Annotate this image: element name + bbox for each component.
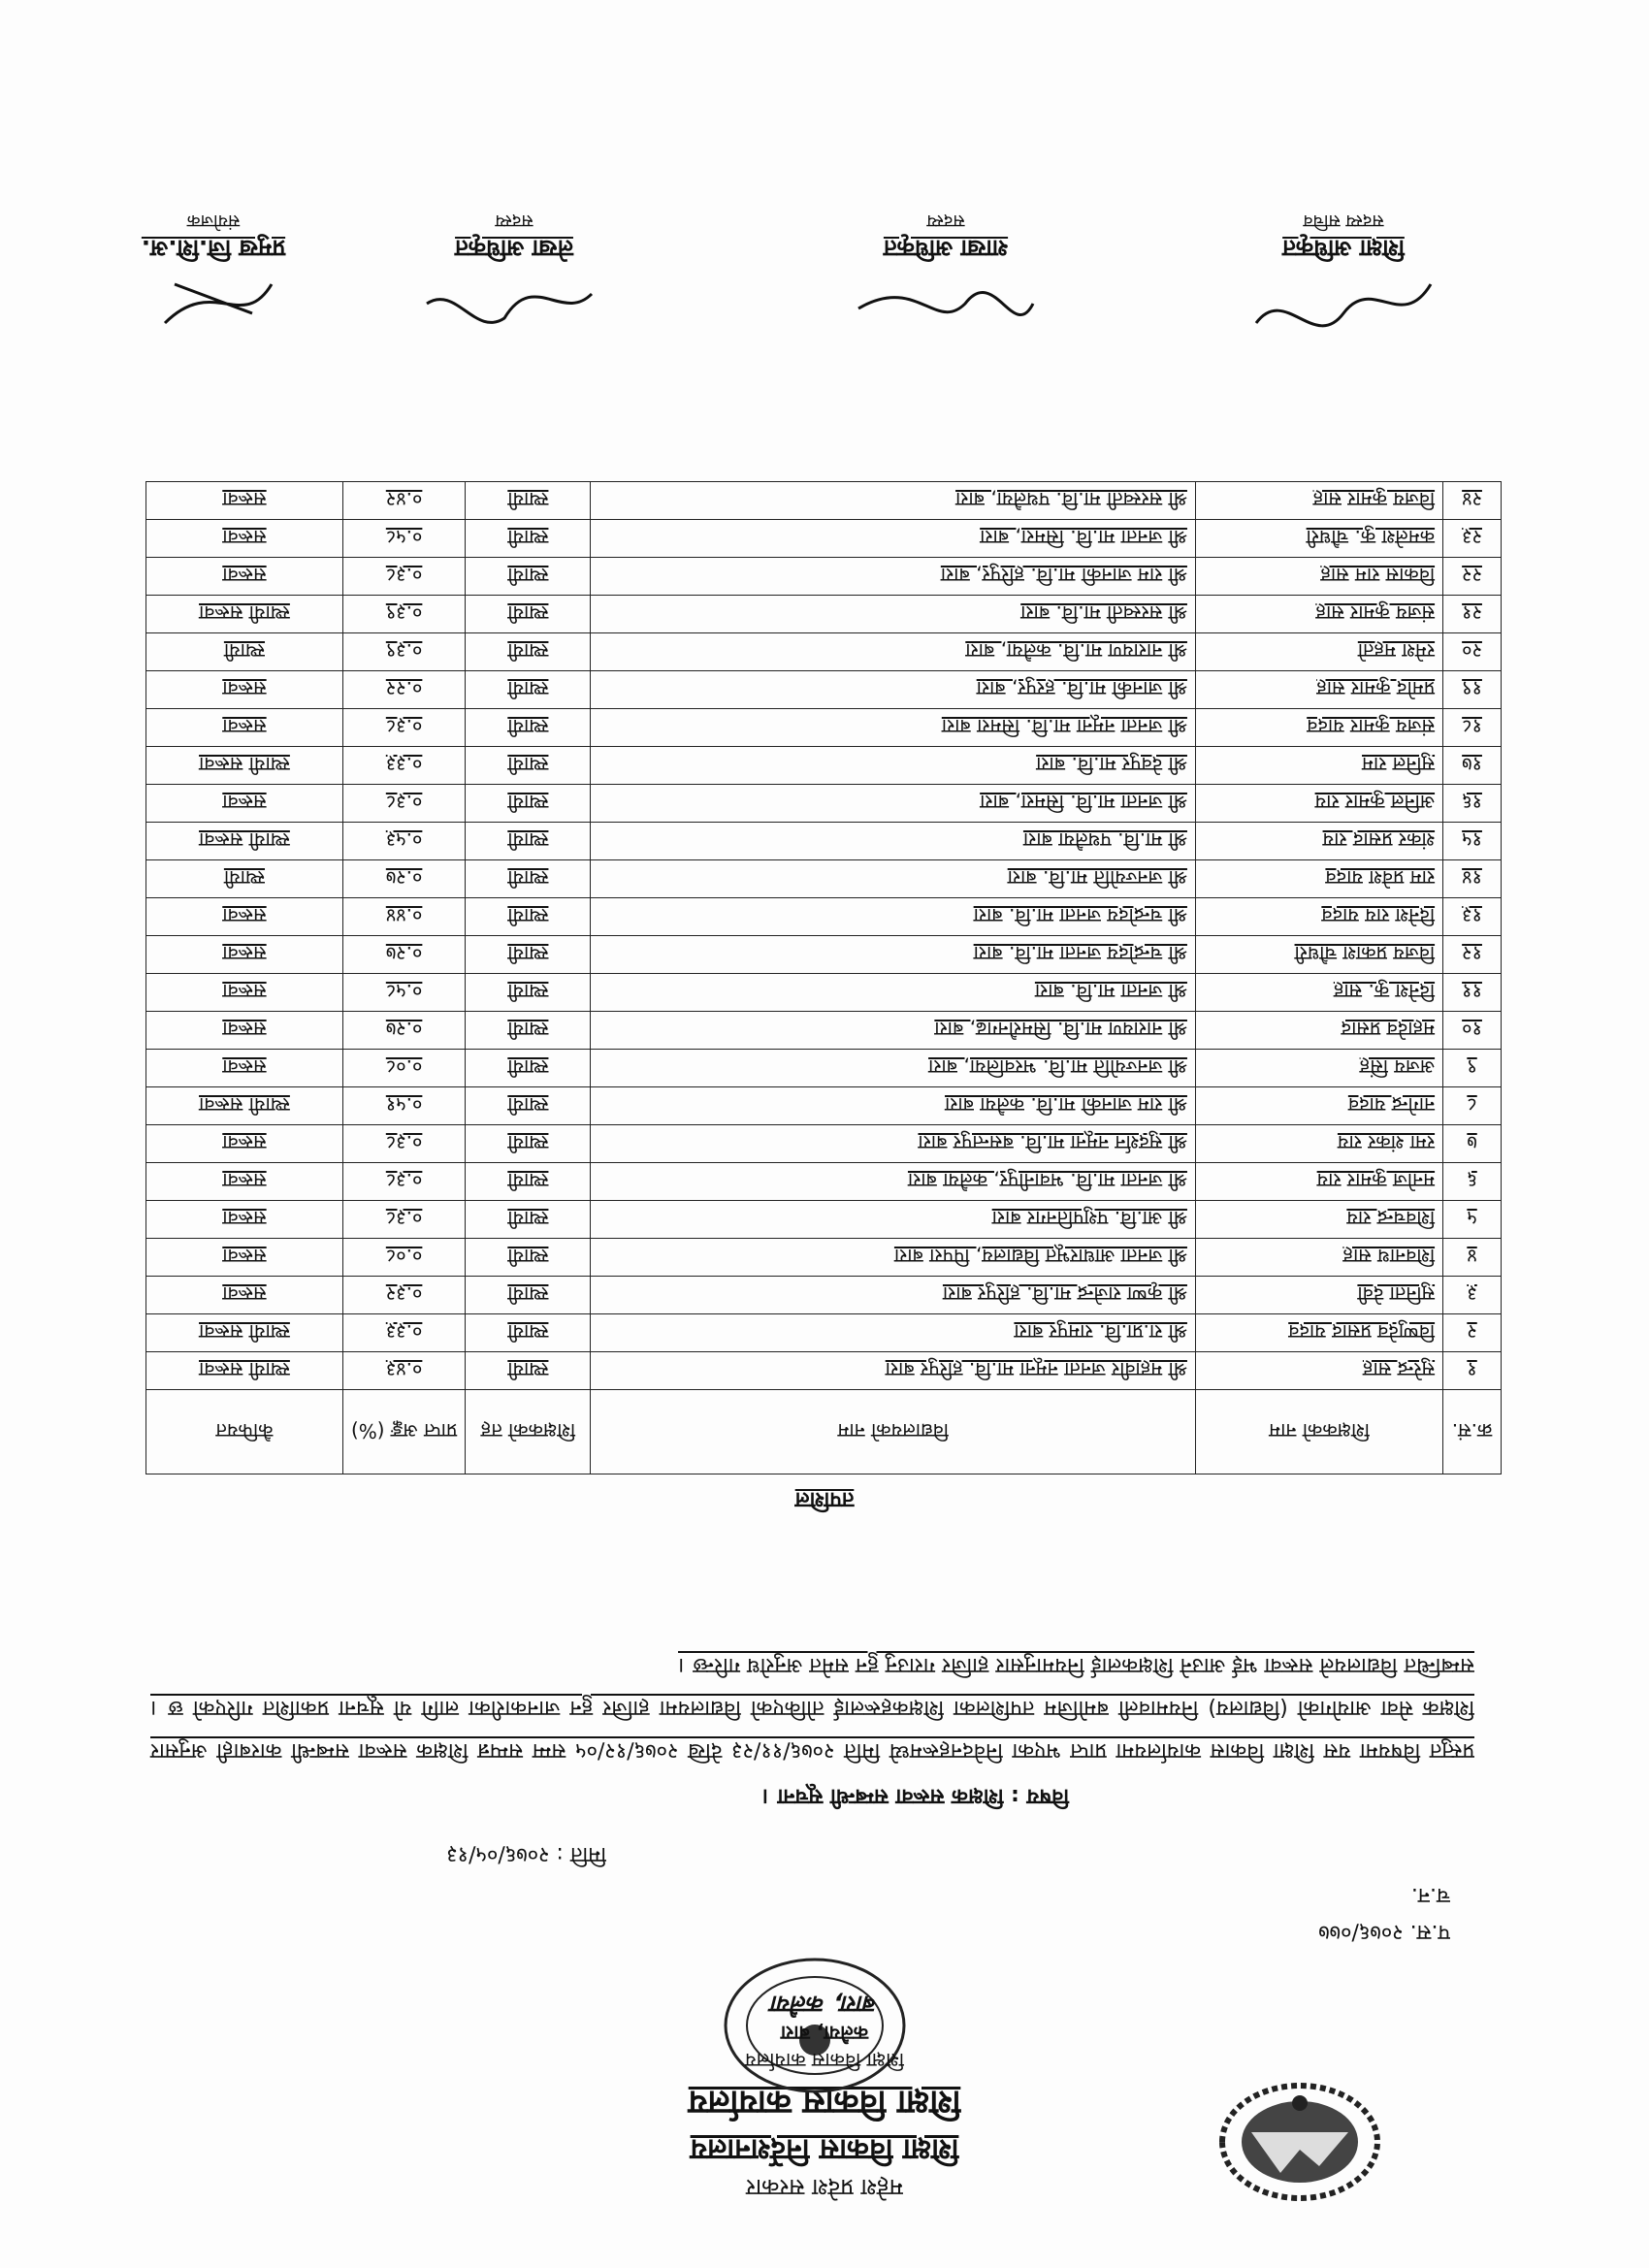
cell-name: सुनिल राम [1195,747,1442,785]
cell-remarks: स्थायी [146,633,343,671]
cell-pct: ०.२७ [342,860,465,898]
cell-remarks: सरूवा [146,1277,343,1314]
cell-category: स्थायी [466,520,591,558]
cell-category: स्थायी [466,898,591,936]
cell-remarks: सरूवा [146,1163,343,1201]
cell-name: प्रमोद कुमार साह [1195,671,1442,709]
cell-pct: ०.३८ [342,709,465,747]
cell-category: स्थायी [466,1352,591,1390]
cell-category: स्थायी [466,482,591,520]
header-percent: प्राप्त अङ्क (%) [342,1390,465,1474]
cell-remarks: सरूवा [146,1201,343,1239]
cell-sn: १८ [1443,709,1502,747]
reference-number: प.स. २०७६/०७७ [1318,1920,1450,1944]
cell-pct: ०.५३ [342,823,465,860]
table-row [146,596,1502,633]
cell-pct: ०.५१ [342,1087,465,1125]
cell-name: संजय कुमार यादव [1195,709,1442,747]
cell-sn: १४ [1443,860,1502,898]
table-row [146,558,1502,596]
cell-school: श्री देवपुर मा.वि. बारा [591,747,1196,785]
cell-pct: ०.०८ [342,1239,465,1277]
cell-name: विजय कुमार साह [1195,482,1442,520]
cell-sn: ११ [1443,974,1502,1012]
cell-pct: ०.३८ [342,1163,465,1201]
seal-text-1: शिक्षा विकास कार्यालय [745,2049,904,2072]
cell-school: श्री चन्द्रोदय जनता मा.वि. बारा [591,936,1196,974]
table-row [146,898,1502,936]
cell-remarks: सरूवा [146,785,343,823]
cell-pct: ०.४४ [342,898,465,936]
cell-name: सुरेन्द्र साह [1195,1352,1442,1390]
cell-category: स्थायी [466,1087,591,1125]
cell-category: स्थायी [466,823,591,860]
cell-sn: २४ [1443,482,1502,520]
cell-remarks: स्थायी [146,860,343,898]
cell-category: स्थायी [466,1012,591,1050]
cell-sn: ९ [1443,1050,1502,1087]
seal-text-3: बारा, कलैया [771,1991,878,2018]
cell-sn: १५ [1443,823,1502,860]
table-row [146,1163,1502,1201]
table-row [146,1050,1502,1087]
cell-school: श्री सुदर्शन नमूना मा.वि. बसन्तपुर बारा [591,1125,1196,1163]
cell-name: रमेश महतो [1195,633,1442,671]
table-header-row [146,1390,1502,1474]
header-sn: क्र.सं. [1443,1390,1502,1474]
cell-school: श्री राम जानकी मा.वि. कलैया बारा [591,1087,1196,1125]
cell-school: श्री जनज्योति मा.वि. बारा [591,860,1196,898]
cell-name: रमा शंकर राय [1195,1125,1442,1163]
cell-remarks: स्थायी सरूवा [146,1314,343,1352]
table-row [146,1239,1502,1277]
cell-sn: ४ [1443,1239,1502,1277]
cell-category: स्थायी [466,1163,591,1201]
cell-school: श्री जनता मा.वि. सिमरा, बारा [591,785,1196,823]
signature-block-2: शाखा अधिकृत सदस्य [786,210,1106,342]
cell-sn: १० [1443,1012,1502,1050]
cell-school: श्री कृष्ण राजेन्द्र मा.वि. हरिपुर बारा [591,1277,1196,1314]
cell-remarks: सरूवा [146,558,343,596]
handwritten-signature-icon [839,265,1052,342]
cell-sn: २० [1443,633,1502,671]
cell-name: विजय प्रकाश चौधरी [1195,936,1442,974]
cell-pct: ०.२२ [342,671,465,709]
cell-sn: ३ [1443,1277,1502,1314]
cell-sn: ५ [1443,1201,1502,1239]
cell-sn: १७ [1443,747,1502,785]
cell-category: स्थायी [466,1201,591,1239]
cell-category: स्थायी [466,860,591,898]
cell-school: श्री जनता मा.वि. भवानीपुर, कलैया बारा [591,1163,1196,1201]
cell-pct: ०.३८ [342,1125,465,1163]
cell-sn: १ [1443,1352,1502,1390]
cell-category: स्थायी [466,1050,591,1087]
cell-sn: ६ [1443,1163,1502,1201]
table-row [146,671,1502,709]
cell-school: श्री सरस्वती मा.वि. बारा [591,596,1196,633]
cell-name: शिवचन्द्र राय [1195,1201,1442,1239]
cell-pct: ०.२७ [342,1012,465,1050]
cell-category: स्थायी [466,1239,591,1277]
cell-category: स्थायी [466,936,591,974]
cell-name: अनिल कुमार राय [1195,785,1442,823]
signature-block-3: लेखा अधिकृत सदस्य [369,210,660,342]
table-row [146,1012,1502,1050]
cell-remarks: स्थायी सरूवा [146,1352,343,1390]
table-row [146,1277,1502,1314]
cell-pct: ०.३८ [342,558,465,596]
cell-sn: २ [1443,1314,1502,1352]
header-line-1: महेश प्रदेश सरकार [746,2174,903,2201]
table-row [146,709,1502,747]
cell-remarks: सरूवा [146,482,343,520]
cell-category: स्थायी [466,709,591,747]
cell-pct: ०.३८ [342,785,465,823]
cell-school: श्री जनता आधारभूत विद्यालय, पिपरा बारा [591,1239,1196,1277]
cell-school: श्री चन्द्रोदय जनता मा.वि. बारा [591,898,1196,936]
cell-sn: २३ [1443,520,1502,558]
cell-category: स्थायी [466,974,591,1012]
cell-pct: ०.३२ [342,1277,465,1314]
cell-category: स्थायी [466,596,591,633]
cell-school: श्री जनता मा.वि. बारा [591,974,1196,1012]
header-name: शिक्षकको नाम [1195,1390,1442,1474]
cell-pct: ०.३८ [342,1201,465,1239]
signature-block-4: प्रमुख जि.शि.अ. संयोजक [68,210,359,342]
cell-school: श्री राम जानकी मा.वि. हरिपुर, बारा [591,558,1196,596]
cell-sn: २२ [1443,558,1502,596]
table-row [146,785,1502,823]
cell-name: दिनेश राय यादव [1195,898,1442,936]
header-office-title: शिक्षा विकास कार्यालय [688,2083,961,2122]
cell-remarks: सरूवा [146,936,343,974]
cell-remarks: स्थायी सरूवा [146,1087,343,1125]
handwritten-signature-icon [1237,265,1450,342]
cell-name: अजय सिंह [1195,1050,1442,1087]
cell-pct: ०.५८ [342,974,465,1012]
cell-pct: ०.४२ [342,482,465,520]
cell-remarks: सरूवा [146,1012,343,1050]
cell-school: श्री नारायण मा.वि. सिमरौनगढ, बारा [591,1012,1196,1050]
cell-sn: ८ [1443,1087,1502,1125]
cell-school: श्री महावीर जनता नमूना मा.वि. हरिपुर बारा [591,1352,1196,1390]
header-line-2: शिक्षा विकास निर्देशनालय [690,2132,959,2166]
cell-name: सुनिता देवी [1195,1277,1442,1314]
body-paragraph: प्रस्तुत विषयमा यस शिक्षा विकास कार्यालयमा प्राप्त भएका निवेदनहरूमध्ये मिति २०७६/११/२३ देखि २०७६/१२/०५ सम्म सम्पन्न शिक्षक सरूवा सम्बन्धी कारबाही अनुसार शिक्षक सेवा आयोगको (विद्यालय) नियमावली बमोजिम तपशिलका शिक्षकहरूलाई तोकिएको विद्यालयमा हाजिर हुन जानकारीका लागि यो सूचना प्रकाशित गरिएको छ । सम्बन्धित विद्यालयले सरूवा भई आउने शिक्षकलाई नियमानुसार हाजिर गराउनु हुन समेत अनुरोध गरिन्छ । [150,1653,1474,1763]
cell-category: स्थायी [466,558,591,596]
cell-name: विकास राम साह [1195,558,1442,596]
cell-school: श्री जानकी मा.वि. हरपुर, बारा [591,671,1196,709]
cell-school: श्री जनता नमूना मा.वि. सिमरा बारा [591,709,1196,747]
cell-remarks: सरूवा [146,1239,343,1277]
table-row [146,1352,1502,1390]
cell-sn: १३ [1443,898,1502,936]
cell-name: नागेन्द्र यादव [1195,1087,1442,1125]
cell-category: स्थायी [466,633,591,671]
signature-block-1: शिक्षा अधिकृत सदस्य सचिव [1183,210,1504,342]
cell-school: श्री आ.वि. पशुपतिनगर बारा [591,1201,1196,1239]
cell-remarks: सरूवा [146,1125,343,1163]
table-row [146,1314,1502,1352]
cell-school: श्री सरस्वती मा.वि. पथलैया, बारा [591,482,1196,520]
cell-category: स्थायी [466,785,591,823]
cell-remarks: स्थायी सरूवा [146,823,343,860]
table-row [146,1201,1502,1239]
transfer-table [146,481,1502,1474]
cell-remarks: स्थायी सरूवा [146,596,343,633]
table-row [146,482,1502,520]
header-school: विद्यालयको नाम [591,1390,1196,1474]
cell-sn: १२ [1443,936,1502,974]
cell-category: स्थायी [466,747,591,785]
handwritten-signature-icon [407,265,621,342]
cell-school: श्री रा.प्रा.वि. रामपुर बारा [591,1314,1196,1352]
cell-name: राम प्रवेश यादव [1195,860,1442,898]
cell-pct: ०.३९ [342,633,465,671]
cell-name: विष्णुदेव प्रसाद यादव [1195,1314,1442,1352]
cell-remarks: सरूवा [146,671,343,709]
cell-name: दिनेश कु. साह [1195,974,1442,1012]
cell-remarks: सरूवा [146,898,343,936]
cell-pct: ०.३३ [342,1314,465,1352]
cell-name: शिवनाथ साह [1195,1239,1442,1277]
cell-remarks: सरूवा [146,974,343,1012]
cell-name: शंकर प्रसाद राय [1195,823,1442,860]
cell-remarks: सरूवा [146,1050,343,1087]
table-row [146,747,1502,785]
cell-name: कमलेश कु. चौधरी [1195,520,1442,558]
cell-pct: ०.०८ [342,1050,465,1087]
cell-remarks: स्थायी सरूवा [146,747,343,785]
table-row [146,974,1502,1012]
cell-pct: ०.५८ [342,520,465,558]
cell-sn: १९ [1443,671,1502,709]
cell-name: मनोज कुमार राय [1195,1163,1442,1201]
cell-name: संजय कुमार साह [1195,596,1442,633]
table-row [146,633,1502,671]
cell-category: स्थायी [466,1277,591,1314]
cell-remarks: सरूवा [146,520,343,558]
cell-sn: १६ [1443,785,1502,823]
cell-pct: ०.२७ [342,936,465,974]
cell-school: श्री मा.वि. पथलैया बारा [591,823,1196,860]
cell-name: महादेव प्रसाद [1195,1012,1442,1050]
annex-title: तपशिल [794,1487,855,1511]
table-row [146,936,1502,974]
table-row [146,520,1502,558]
seal-text-2: कलैया, बारा [780,2022,869,2045]
header-remarks: कैफियत [146,1390,343,1474]
cell-school: श्री जनज्योति मा.वि. भरवलिया, बारा [591,1050,1196,1087]
cell-category: स्थायी [466,1314,591,1352]
header-category: शिक्षकको तह [466,1390,591,1474]
cell-sn: २१ [1443,596,1502,633]
handwritten-signature-icon [116,265,310,342]
dispatch-number: च.न. [1410,1883,1450,1907]
cell-school: श्री जनता मा.वि. सिमरा, बारा [591,520,1196,558]
cell-school: श्री नारायण मा.वि. कलैया, बारा [591,633,1196,671]
cell-pct: ०.३३ [342,747,465,785]
cell-pct: ०.३९ [342,596,465,633]
table-row [146,1125,1502,1163]
table-row [146,1087,1502,1125]
subject-line: विषय : शिक्षक सरूवा सम्बन्धी सूचना । [761,1784,1069,1808]
cell-category: स्थायी [466,671,591,709]
table-row [146,823,1502,860]
cell-remarks: सरूवा [146,709,343,747]
table-row [146,860,1502,898]
cell-category: स्थायी [466,1125,591,1163]
document-date: मिति : २०७६/०५/१३ [446,1842,606,1866]
cell-sn: ७ [1443,1125,1502,1163]
cell-pct: ०.४३ [342,1352,465,1390]
